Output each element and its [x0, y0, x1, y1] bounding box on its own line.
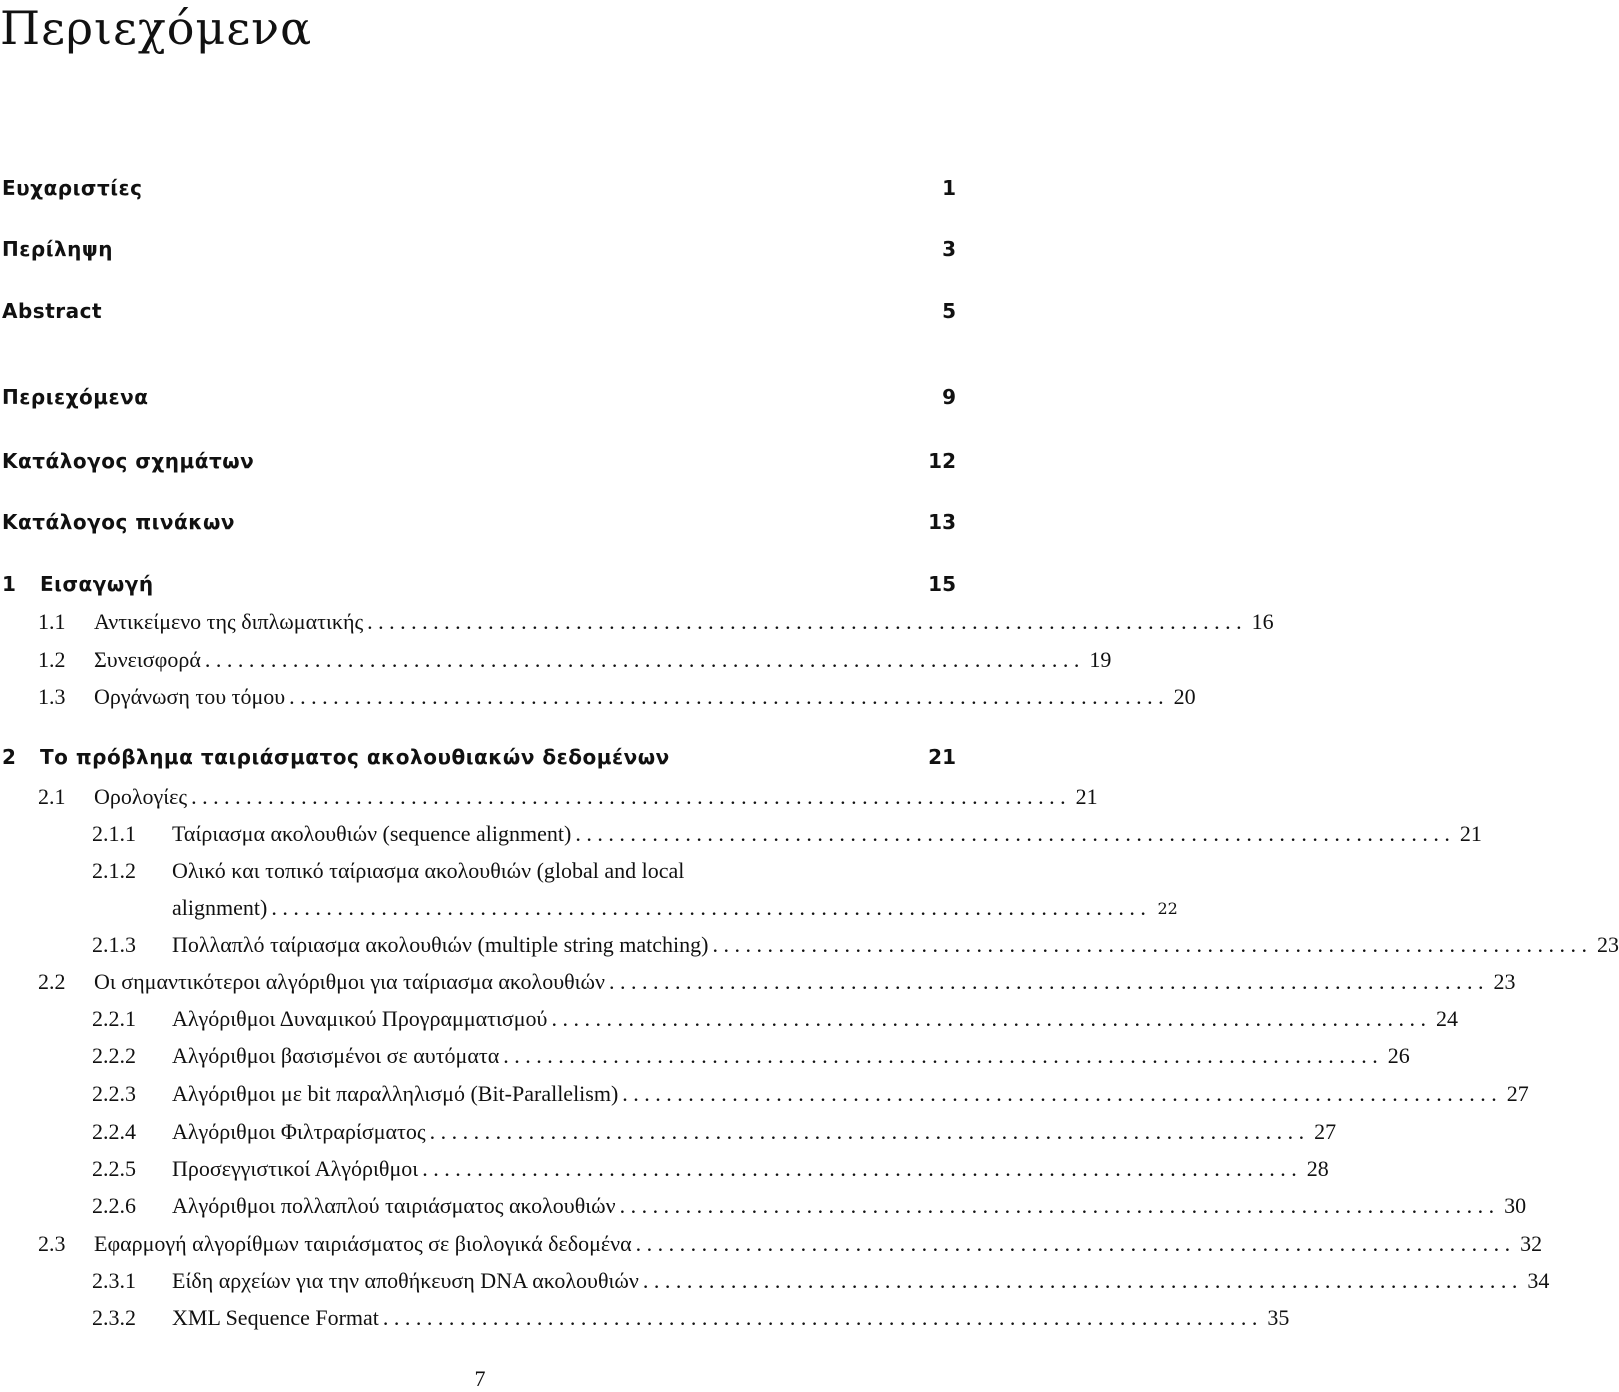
toc-entry-title: Πολλαπλό ταίριασμα ακολουθιών (multiple string matching) — [172, 932, 709, 957]
toc-leader-dots: . . . . . . . . . . . . . . . . . . . . . . . . . . . . . . . . . . . . . . . . . . . . . . . . . . . . . . . . . . . . . . . . . . . . . . . . . . . . . . . . — [367, 609, 1242, 634]
toc-leader-dots: . . . . . . . . . . . . . . . . . . . . . . . . . . . . . . . . . . . . . . . . . . . . . . . . . . . . . . . . . . . . . . . . . . . . . . . . . . . . . . . . — [382, 1305, 1258, 1330]
toc-entry[interactable] — [0, 853, 956, 889]
toc-entry[interactable] — [0, 604, 1274, 640]
toc-entry-number: 1 — [2, 572, 16, 596]
toc-entry[interactable] — [0, 679, 1196, 715]
toc-entry-number: 2 — [2, 745, 16, 769]
toc-entry[interactable] — [0, 1114, 1337, 1150]
toc-entry-number: 2.2.1 — [92, 1006, 136, 1031]
toc-entry-number: 2.1.2 — [92, 858, 136, 883]
toc-entry-page: 21 — [928, 745, 956, 769]
toc-entry[interactable] — [0, 1001, 1458, 1037]
toc-leader-dots: . . . . . . . . . . . . . . . . . . . . . . . . . . . . . . . . . . . . . . . . . . . . . . . . . . . . . . . . . . . . . . . . . . . . . . . . . . . . . . . . — [289, 684, 1164, 709]
toc-entry-title: Ευχαριστίες — [2, 176, 143, 200]
toc-entry-title: Αλγόριθμοι Φιλτραρίσματος — [172, 1119, 426, 1144]
toc-leader-dots: . . . . . . . . . . . . . . . . . . . . . . . . . . . . . . . . . . . . . . . . . . . . . . . . . . . . . . . . . . . . . . . . . . . . . . . . . . . . . . . . — [575, 821, 1450, 846]
toc-entry-title: alignment) — [172, 895, 268, 920]
toc-entry-number: 1.3 — [38, 684, 66, 709]
toc-entry[interactable] — [0, 293, 956, 329]
toc-entry-title: Περιεχόμενα — [2, 385, 149, 409]
toc-entry-title: Αλγόριθμοι με bit παραλληλισμό (Bit-Parallelism) — [172, 1081, 619, 1106]
toc-entry-title: Προσεγγιστικοί Αλγόριθμοι — [172, 1156, 419, 1181]
toc-entry-title: Ολικό και τοπικό ταίριασμα ακολουθιών (global and local — [172, 858, 685, 883]
toc-entry-page: 16 — [1251, 609, 1274, 634]
toc-entry-number: 2.1.1 — [92, 821, 136, 846]
toc-leader-dots: . . . . . . . . . . . . . . . . . . . . . . . . . . . . . . . . . . . . . . . . . . . . . . . . . . . . . . . . . . . . . . . . . . . . . . . . . . . . . . . . — [551, 1006, 1426, 1031]
toc-entry-page: 34 — [1527, 1268, 1550, 1293]
toc-entry[interactable] — [0, 1151, 1329, 1187]
toc-entry[interactable] — [0, 504, 956, 540]
toc-entry[interactable] — [0, 890, 1178, 926]
toc-entry[interactable] — [0, 443, 956, 479]
toc-entry[interactable] — [0, 170, 956, 206]
toc-entry[interactable] — [0, 964, 1516, 1000]
toc-entry[interactable] — [0, 927, 1619, 963]
toc-entry-page: 28 — [1306, 1156, 1329, 1181]
toc-entry-page: 13 — [928, 510, 956, 534]
toc-entry-title: Αλγόριθμοι Δυναμικού Προγραμματισμού — [172, 1006, 548, 1031]
toc-entry-page: 35 — [1267, 1305, 1290, 1330]
toc-entry-number: 2.3.2 — [92, 1305, 136, 1330]
toc-leader-dots: . . . . . . . . . . . . . . . . . . . . . . . . . . . . . . . . . . . . . . . . . . . . . . . . . . . . . . . . . . . . . . . . . . . . . . . . . . . . . . . . — [608, 969, 1484, 994]
toc-entry[interactable] — [0, 816, 1482, 852]
toc-entry-title: Συνεισφορά — [94, 647, 201, 672]
toc-entry-number: 2.2 — [38, 969, 66, 994]
toc-entry-title: Abstract — [2, 299, 103, 323]
toc-entry-page: 26 — [1387, 1043, 1410, 1068]
toc-leader-dots: . . . . . . . . . . . . . . . . . . . . . . . . . . . . . . . . . . . . . . . . . . . . . . . . . . . . . . . . . . . . . . . . . . . . . . . . . . . . . . . . — [204, 647, 1080, 672]
toc-entry-title: Εισαγωγή — [40, 572, 154, 596]
toc-entry-page: 23 — [1596, 932, 1619, 957]
toc-entry-title: Ορολογίες — [94, 784, 188, 809]
toc-entry-page: 12 — [928, 449, 956, 473]
toc-entry[interactable] — [0, 779, 1098, 815]
toc-entry-title: Είδη αρχείων για την αποθήκευση DNA ακολουθιών — [172, 1268, 639, 1293]
toc-entry-number: 2.2.2 — [92, 1043, 136, 1068]
toc-entry-page: 21 — [1075, 784, 1098, 809]
toc-entry[interactable] — [0, 1038, 1410, 1074]
toc-entry-number: 2.2.5 — [92, 1156, 136, 1181]
toc-entry[interactable] — [0, 566, 956, 602]
toc-entry-title: Αντικείμενο της διπλωματικής — [94, 609, 364, 634]
toc-leader-dots: . . . . . . . . . . . . . . . . . . . . . . . . . . . . . . . . . . . . . . . . . . . . . . . . . . . . . . . . . . . . . . . . . . . . . . . . . . . . . . . . — [619, 1193, 1495, 1218]
toc-entry-title: Κατάλογος πινάκων — [2, 510, 236, 534]
toc-entry-title: Οι σημαντικότεροι αλγόριθμοι για ταίριασμα ακολουθιών — [94, 969, 605, 994]
toc-entry[interactable] — [0, 1263, 1550, 1299]
toc-entry-title: Ταίριασμα ακολουθιών (sequence alignment) — [172, 821, 572, 846]
toc-entry-title: Οργάνωση του τόμου — [94, 684, 286, 709]
toc-entry[interactable] — [0, 379, 956, 415]
toc-leader-dots: . . . . . . . . . . . . . . . . . . . . . . . . . . . . . . . . . . . . . . . . . . . . . . . . . . . . . . . . . . . . . . . . . . . . . . . . . . . . . . . . — [622, 1081, 1497, 1106]
toc-entry-page: 20 — [1173, 684, 1196, 709]
toc-entry[interactable] — [0, 739, 956, 775]
toc-entry-number: 2.2.6 — [92, 1193, 136, 1218]
toc-entry-number: 2.1 — [38, 784, 66, 809]
toc-leader-dots: . . . . . . . . . . . . . . . . . . . . . . . . . . . . . . . . . . . . . . . . . . . . . . . . . . . . . . . . . . . . . . . . . . . . . . . . . . . . . . . . — [503, 1043, 1378, 1068]
toc-entry-page: 32 — [1520, 1231, 1543, 1256]
toc-entry[interactable] — [0, 1226, 1543, 1262]
toc-leader-dots: . . . . . . . . . . . . . . . . . . . . . . . . . . . . . . . . . . . . . . . . . . . . . . . . . . . . . . . . . . . . . . . . . . . . . . . . . . . . . . . . — [635, 1231, 1511, 1256]
toc-leader-dots: . . . . . . . . . . . . . . . . . . . . . . . . . . . . . . . . . . . . . . . . . . . . . . . . . . . . . . . . . . . . . . . . . . . . . . . . . . . . . . . . — [429, 1119, 1305, 1144]
toc-entry-page: 24 — [1435, 1006, 1458, 1031]
toc-entry-number: 2.2.3 — [92, 1081, 136, 1106]
toc-leader-dots: . . . . . . . . . . . . . . . . . . . . . . . . . . . . . . . . . . . . . . . . . . . . . . . . . . . . . . . . . . . . . . . . . . . . . . . . . . . . . . . . — [712, 932, 1587, 957]
toc-entry[interactable] — [0, 231, 956, 267]
toc-entry-page: 15 — [928, 572, 956, 596]
toc-entry-page: 9 — [942, 385, 956, 409]
toc-entry-number: 1.2 — [38, 647, 66, 672]
toc-entry-page: 27 — [1314, 1119, 1337, 1144]
toc-entry-page: 3 — [942, 237, 956, 261]
toc-entry-number: 1.1 — [38, 609, 66, 634]
toc-entry-page: 21 — [1459, 821, 1482, 846]
toc-entry-title: Εφαρμογή αλγορίθμων ταιριάσματος σε βιολογικά δεδομένα — [94, 1231, 632, 1256]
toc-leader-dots: . . . . . . . . . . . . . . . . . . . . . . . . . . . . . . . . . . . . . . . . . . . . . . . . . . . . . . . . . . . . . . . . . . . . . . . . . . . . . . . . — [191, 784, 1066, 809]
toc-entry-page: 27 — [1506, 1081, 1529, 1106]
toc-entry[interactable] — [0, 1300, 1290, 1336]
toc-entry-title: Κατάλογος σχημάτων — [2, 449, 255, 473]
toc-entry-title: Το πρόβλημα ταιριάσματος ακολουθιακών δεδομένων — [40, 745, 670, 769]
toc-entry-number: 2.2.4 — [92, 1119, 136, 1144]
toc-entry-page: 22 — [1157, 898, 1178, 918]
toc-entry-number: 2.1.3 — [92, 932, 136, 957]
toc-leader-dots: . . . . . . . . . . . . . . . . . . . . . . . . . . . . . . . . . . . . . . . . . . . . . . . . . . . . . . . . . . . . . . . . . . . . . . . . . . . . . . . . — [642, 1268, 1518, 1293]
page-number: 7 — [474, 1366, 486, 1391]
toc-leader-dots: . . . . . . . . . . . . . . . . . . . . . . . . . . . . . . . . . . . . . . . . . . . . . . . . . . . . . . . . . . . . . . . . . . . . . . . . . . . . . . . . — [271, 895, 1146, 920]
toc-entry[interactable] — [0, 642, 1112, 678]
toc-entry-page: 19 — [1089, 647, 1112, 672]
toc-entry[interactable] — [0, 1188, 1527, 1224]
toc-entry-title: Αλγόριθμοι πολλαπλού ταιριάσματος ακολουθιών — [172, 1193, 616, 1218]
toc-entry-title: Αλγόριθμοι βασισμένοι σε αυτόματα — [172, 1043, 500, 1068]
toc-entry-number: 2.3.1 — [92, 1268, 136, 1293]
toc-entry-title: XML Sequence Format — [172, 1305, 379, 1330]
toc-entry-page: 1 — [942, 176, 956, 200]
toc-entry[interactable] — [0, 1076, 1529, 1112]
toc-entry-page: 30 — [1504, 1193, 1527, 1218]
toc-leader-dots: . . . . . . . . . . . . . . . . . . . . . . . . . . . . . . . . . . . . . . . . . . . . . . . . . . . . . . . . . . . . . . . . . . . . . . . . . . . . . . . . — [422, 1156, 1297, 1181]
toc-entry-number: 2.3 — [38, 1231, 66, 1256]
toc-entry-title: Περίληψη — [2, 237, 113, 261]
toc-entry-page: 23 — [1493, 969, 1516, 994]
toc-entry-page: 5 — [942, 299, 956, 323]
page-title: Περιεχόμενα — [0, 1, 313, 55]
